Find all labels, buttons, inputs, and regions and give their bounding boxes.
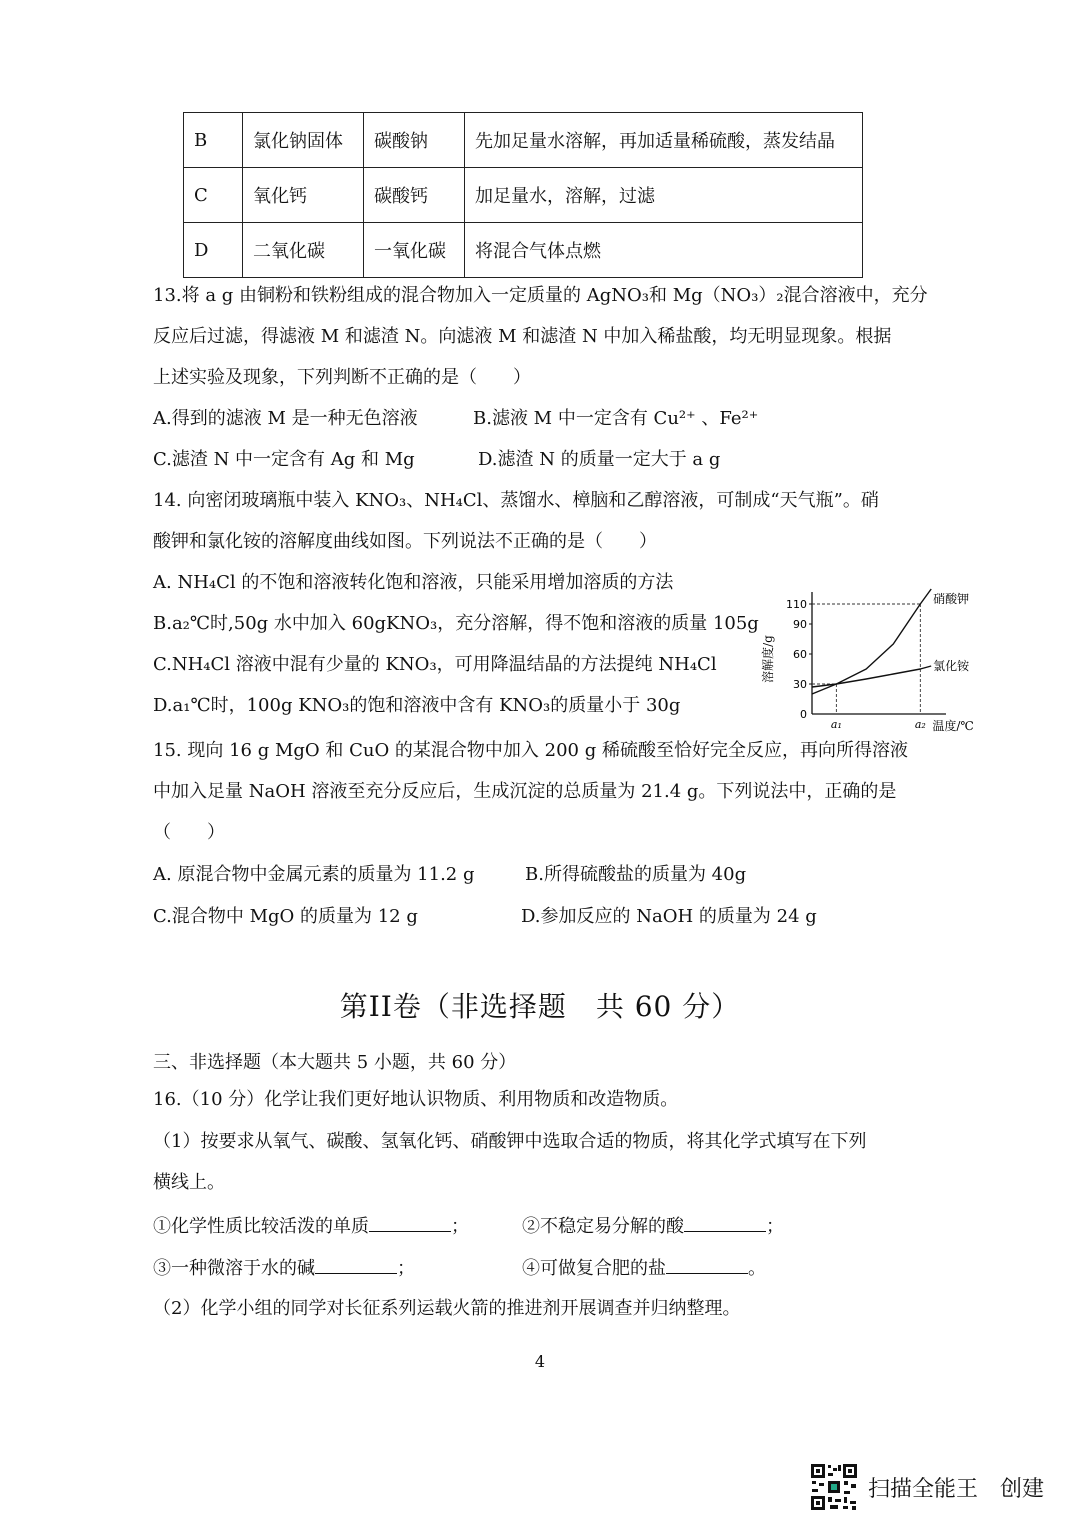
part2-title: 第II卷（非选择题 共 60 分） xyxy=(339,990,741,1023)
scanner-watermark: 扫描全能王 创建 xyxy=(868,1477,1045,1502)
x-axis-title: 温度/℃ xyxy=(932,719,974,733)
blank-2-end: ； xyxy=(766,1216,784,1237)
substance-cell: 二氧化碳 xyxy=(243,223,364,278)
q14-option-c: C.NH₄Cl 溶液中混有少量的 KNO₃，可用降温结晶的方法提纯 NH₄Cl xyxy=(153,654,717,675)
q16-sub1-line-2: 横线上。 xyxy=(153,1172,225,1193)
answer-blank-1[interactable] xyxy=(369,1213,451,1232)
answer-blank-2[interactable] xyxy=(684,1213,766,1232)
q13-stem-line-2: 反应后过滤，得滤液 M 和滤渣 N。向滤液 M 和滤渣 N 中加入稀盐酸，均无明显现象。根据 xyxy=(153,326,892,347)
chart-axes xyxy=(809,592,946,714)
q13-option-a: A.得到的滤液 M 是一种无色溶液 xyxy=(153,408,418,429)
substance-cell: 氯化钠固体 xyxy=(243,113,364,168)
q16-stem: 16.（10 分）化学让我们更好地认识物质、利用物质和改造物质。 xyxy=(153,1089,679,1110)
impurity-cell: 一氧化碳 xyxy=(364,223,465,278)
q13-stem-line-1: 13.将 a g 由铜粉和铁粉组成的混合物加入一定质量的 AgNO₃和 Mg（NO₃）₂混合溶液中，充分 xyxy=(153,285,928,306)
blank-4-label: ④可做复合肥的盐 xyxy=(522,1258,666,1279)
page-number: 4 xyxy=(534,1352,546,1371)
q14-stem-line-1: 14. 向密闭玻璃瓶中装入 KNO₃、NH₄Cl、蒸馏水、樟脑和乙醇溶液，可制成“天气瓶”。硝 xyxy=(153,490,879,511)
q15-option-c: C.混合物中 MgO 的质量为 12 g xyxy=(153,906,418,927)
table-row xyxy=(184,223,863,278)
q15-option-d: D.参加反应的 NaOH 的质量为 24 g xyxy=(521,906,817,927)
y-axis-title: 溶解度/g xyxy=(761,635,775,683)
answer-blank-4[interactable] xyxy=(666,1255,748,1274)
blank-3-end: ； xyxy=(397,1258,415,1279)
impurity-cell: 碳酸钙 xyxy=(364,168,465,223)
q14-option-b: B.a₂℃时,50g 水中加入 60gKNO₃，充分溶解，得不饱和溶液的质量 105g xyxy=(153,613,759,634)
q15-stem-line-3: （ ） xyxy=(153,822,225,843)
table-row xyxy=(184,113,863,168)
option-cell: C xyxy=(184,168,243,223)
chart-guides xyxy=(812,604,920,714)
blank-1-label: ①化学性质比较活泼的单质 xyxy=(153,1216,369,1237)
q16-blank-4 xyxy=(522,1255,766,1281)
q16-sub2: （2）化学小组的同学对长征系列运载火箭的推进剂开展调查并归纳整理。 xyxy=(153,1298,741,1319)
y-tick-label: 90 xyxy=(793,618,807,631)
q16-blank-3 xyxy=(153,1255,415,1281)
q16-sub1-line-1: （1）按要求从氧气、碳酸、氢氧化钙、硝酸钾中选取合适的物质，将其化学式填写在下列 xyxy=(153,1131,867,1152)
y-tick-label: 110 xyxy=(786,598,807,611)
option-cell: D xyxy=(184,223,243,278)
q13-stem-line-3: 上述实验及现象，下列判断不正确的是（ ） xyxy=(153,367,531,388)
q16-blank-1 xyxy=(153,1213,469,1239)
x-tick-label: a₁ xyxy=(830,718,842,731)
qr-code-icon xyxy=(810,1463,858,1511)
q16-blank-2 xyxy=(522,1213,784,1239)
y-tick-label: 60 xyxy=(793,648,807,661)
blank-3-label: ③一种微溶于水的碱 xyxy=(153,1258,315,1279)
method-cell: 加足量水，溶解，过滤 xyxy=(465,168,863,223)
q15-option-a: A. 原混合物中金属元素的质量为 11.2 g xyxy=(153,864,475,885)
q14-stem-line-2: 酸钾和氯化铵的溶解度曲线如图。下列说法不正确的是（ ） xyxy=(153,531,657,552)
y-tick-label: 30 xyxy=(793,678,807,691)
blank-1-end: ； xyxy=(451,1216,469,1237)
method-cell: 先加足量水溶解，再加适量稀硫酸，蒸发结晶 xyxy=(465,113,863,168)
table-row xyxy=(184,168,863,223)
q15-stem-line-2: 中加入足量 NaOH 溶液至充分反应后，生成沉淀的总质量为 21.4 g。下列说法中，正确的是 xyxy=(153,781,897,802)
series-label-nh4cl: 氯化铵 xyxy=(933,659,970,673)
method-cell: 将混合气体点燃 xyxy=(465,223,863,278)
answer-blank-3[interactable] xyxy=(315,1255,397,1274)
purification-table xyxy=(183,112,863,278)
q15-option-b: B.所得硫酸盐的质量为 40g xyxy=(525,864,747,885)
blank-4-end: 。 xyxy=(748,1258,766,1279)
chart-series xyxy=(812,589,931,694)
q13-option-d: D.滤渣 N 的质量一定大于 a g xyxy=(478,449,721,470)
substance-cell: 氧化钙 xyxy=(243,168,364,223)
impurity-cell: 碳酸钠 xyxy=(364,113,465,168)
q15-stem-line-1: 15. 现向 16 g MgO 和 CuO 的某混合物中加入 200 g 稀硫酸至恰好完全反应，再向所得溶液 xyxy=(153,740,908,761)
solubility-chart xyxy=(756,588,974,738)
blank-2-label: ②不稳定易分解的酸 xyxy=(522,1216,684,1237)
x-tick-label: a₂ xyxy=(914,718,926,731)
y-tick-label: 0 xyxy=(800,708,807,721)
q13-option-c: C.滤渣 N 中一定含有 Ag 和 Mg xyxy=(153,449,415,470)
q14-option-a: A. NH₄Cl 的不饱和溶液转化饱和溶液，只能采用增加溶质的方法 xyxy=(153,572,674,593)
q14-option-d: D.a₁℃时，100g KNO₃的饱和溶液中含有 KNO₃的质量小于 30g xyxy=(153,695,681,716)
section-heading: 三、非选择题（本大题共 5 小题，共 60 分） xyxy=(153,1052,517,1073)
chart-labels xyxy=(760,591,974,733)
q13-option-b: B.滤液 M 中一定含有 Cu²⁺ 、Fe²⁺ xyxy=(473,408,759,429)
option-cell: B xyxy=(184,113,243,168)
series-label-kno3: 硝酸钾 xyxy=(933,592,970,606)
